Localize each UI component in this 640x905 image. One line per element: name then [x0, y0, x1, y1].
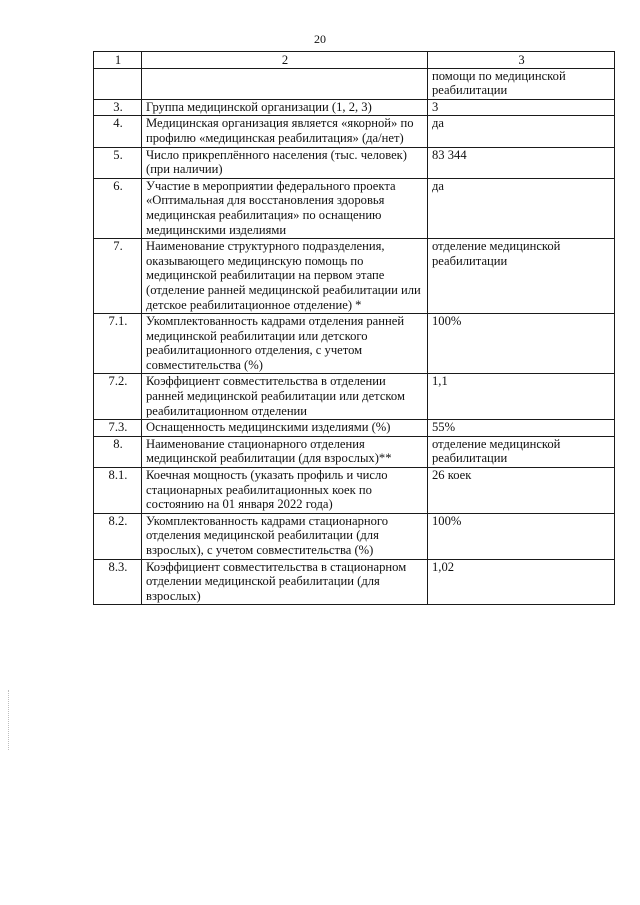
- scan-margin-mark: [8, 690, 10, 750]
- table-row: [94, 314, 615, 374]
- column-header: 3: [428, 52, 615, 69]
- column-header: 2: [142, 52, 428, 69]
- table-row: [94, 99, 615, 116]
- row-number-cell: 5.: [94, 147, 142, 178]
- table-row: [94, 68, 615, 99]
- indicator-name-cell: Коэффициент совместительства в отделении ранней медицинской реабилитации или детском реабилитационном отделении: [142, 374, 428, 420]
- column-header: 1: [94, 52, 142, 69]
- table-row: [94, 420, 615, 437]
- indicator-value-cell: 55%: [428, 420, 615, 437]
- indicator-name-cell: Медицинская организация является «якорной» по профилю «медицинская реабилитация» (да/нет): [142, 116, 428, 147]
- table-row: [94, 436, 615, 467]
- indicator-name-cell: Коечная мощность (указать профиль и число стационарных реабилитационных коек по состоянию на 01 января 2022 года): [142, 468, 428, 514]
- row-number-cell: 4.: [94, 116, 142, 147]
- indicator-value-cell: отделение медицинской реабилитации: [428, 239, 615, 314]
- row-number-cell: 8.2.: [94, 513, 142, 559]
- table-row: [94, 239, 615, 314]
- indicator-value-cell: 83 344: [428, 147, 615, 178]
- indicator-name-cell: Наименование стационарного отделения медицинской реабилитации (для взрослых)**: [142, 436, 428, 467]
- indicator-value-cell: да: [428, 178, 615, 238]
- indicator-value-cell: 26 коек: [428, 468, 615, 514]
- row-number-cell: 6.: [94, 178, 142, 238]
- indicator-name-cell: [142, 68, 428, 99]
- indicator-value-cell: 1,02: [428, 559, 615, 605]
- indicator-name-cell: Укомплектованность кадрами стационарного отделения медицинской реабилитации (для взрослых), с учетом совместительства (%): [142, 513, 428, 559]
- row-number-cell: 7.: [94, 239, 142, 314]
- indicator-value-cell: 1,1: [428, 374, 615, 420]
- indicator-value-cell: да: [428, 116, 615, 147]
- page-number: 20: [314, 32, 326, 46]
- table-row: [94, 178, 615, 238]
- indicator-value-cell: отделение медицинской реабилитации: [428, 436, 615, 467]
- table-row: [94, 147, 615, 178]
- table-row: [94, 468, 615, 514]
- indicator-name-cell: Участие в мероприятии федерального проекта «Оптимальная для восстановления здоровья медицинская реабилитация» по оснащению медицинскими изделиями: [142, 178, 428, 238]
- row-number-cell: [94, 68, 142, 99]
- table-header-row: [94, 52, 615, 69]
- row-number-cell: 8.: [94, 436, 142, 467]
- row-number-cell: 7.3.: [94, 420, 142, 437]
- table-row: [94, 559, 615, 605]
- indicator-name-cell: Оснащенность медицинскими изделиями (%): [142, 420, 428, 437]
- indicator-name-cell: Число прикреплённого населения (тыс. человек) (при наличии): [142, 147, 428, 178]
- indicator-name-cell: Наименование структурного подразделения, оказывающего медицинскую помощь по медицинской реабилитации на первом этапе (отделение ранней медицинской реабилитации или детское реабилитационное отделение) *: [142, 239, 428, 314]
- row-number-cell: 7.2.: [94, 374, 142, 420]
- indicator-value-cell: помощи по медицинской реабилитации: [428, 68, 615, 99]
- row-number-cell: 8.3.: [94, 559, 142, 605]
- indicator-value-cell: 100%: [428, 513, 615, 559]
- indicator-name-cell: Коэффициент совместительства в стационарном отделении медицинской реабилитации (для взрослых): [142, 559, 428, 605]
- table-row: [94, 116, 615, 147]
- row-number-cell: 3.: [94, 99, 142, 116]
- indicator-name-cell: Укомплектованность кадрами отделения ранней медицинской реабилитации или детского реабилитационного отделения, с учетом совместительства (%): [142, 314, 428, 374]
- indicator-value-cell: 3: [428, 99, 615, 116]
- indicator-name-cell: Группа медицинской организации (1, 2, 3): [142, 99, 428, 116]
- table-row: [94, 374, 615, 420]
- row-number-cell: 7.1.: [94, 314, 142, 374]
- row-number-cell: 8.1.: [94, 468, 142, 514]
- rehabilitation-table: [93, 51, 615, 605]
- indicator-value-cell: 100%: [428, 314, 615, 374]
- table-row: [94, 513, 615, 559]
